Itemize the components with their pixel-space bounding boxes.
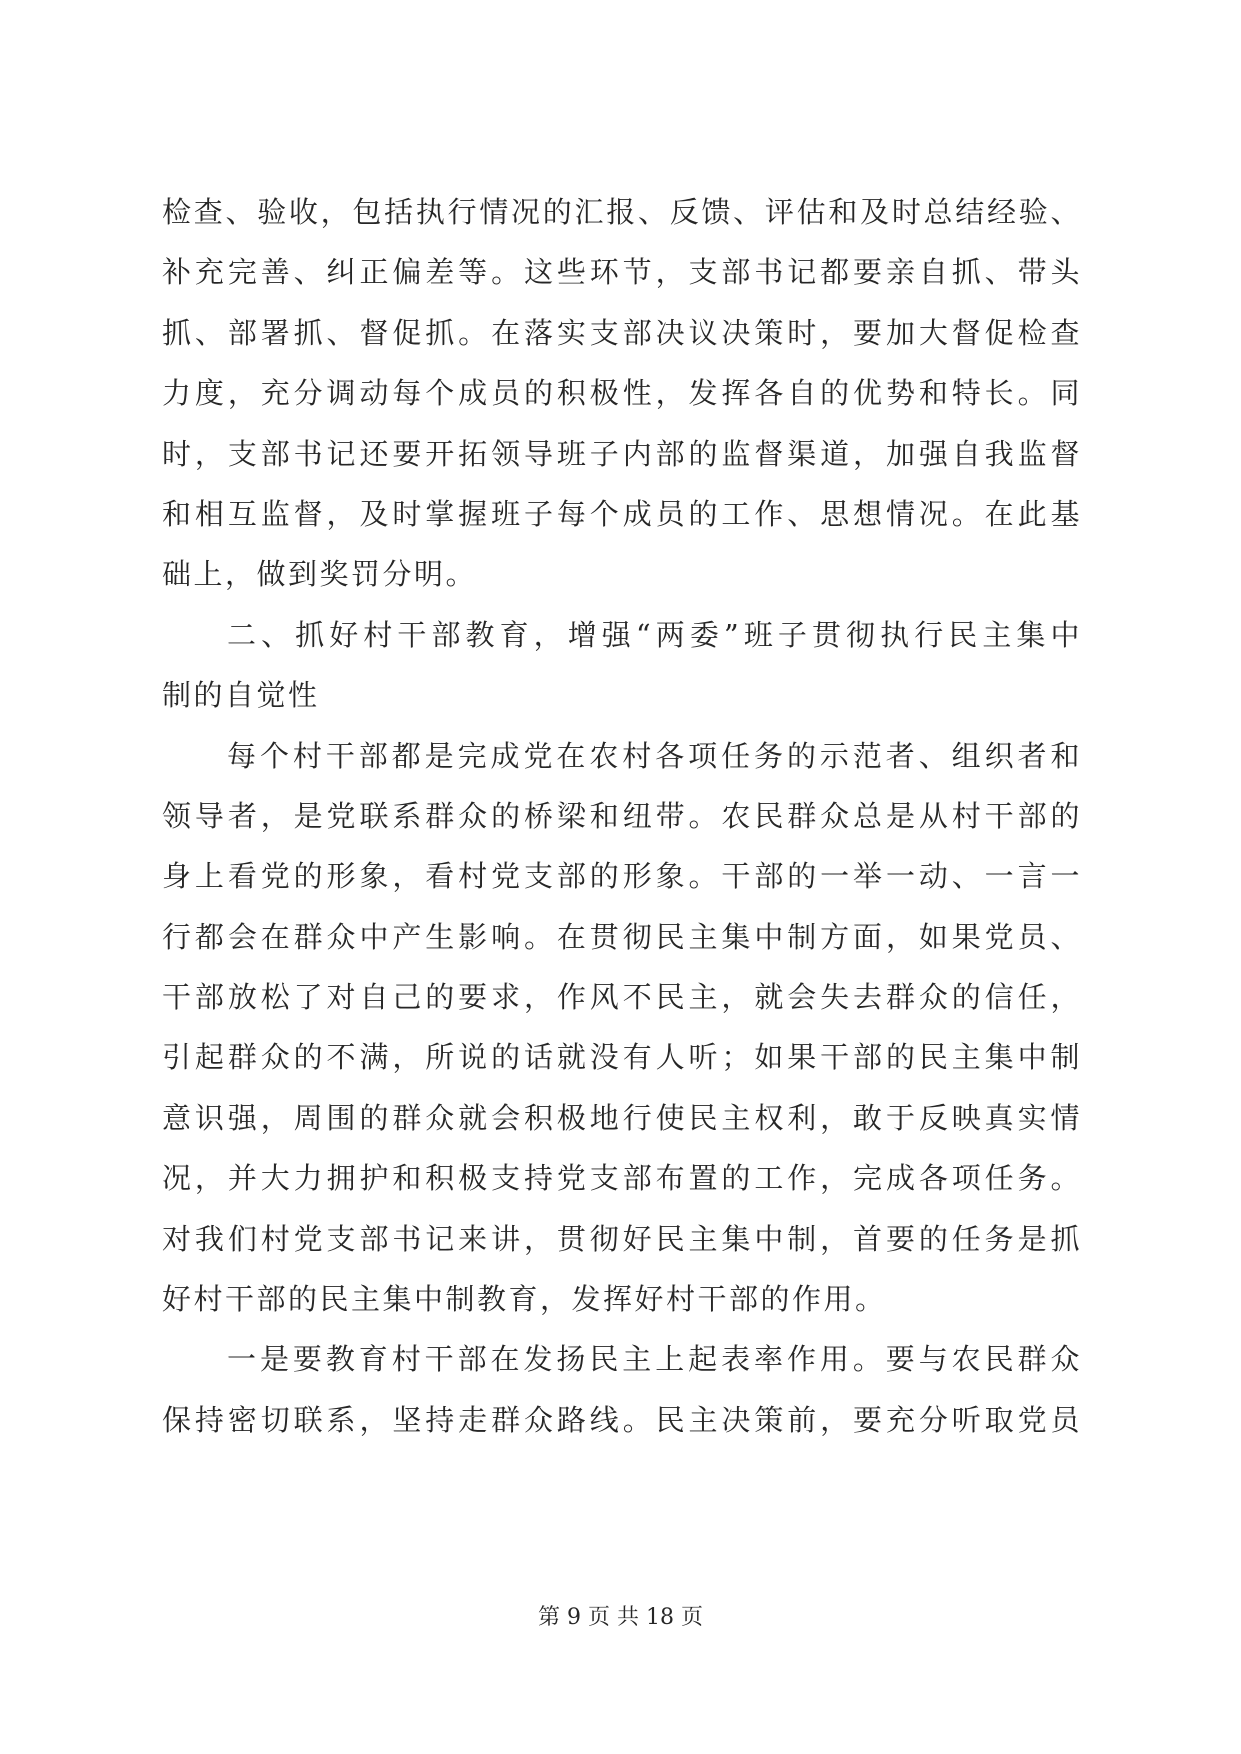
text-line: 时，支部书记还要开拓领导班子内部的监督渠道，加强自我监督 (162, 436, 1082, 471)
text-line: 每个村干部都是完成党在农村各项任务的示范者、组织者和 (227, 738, 1082, 773)
text-line: 行都会在群众中产生影响。在贯彻民主集中制方面，如果党员、 (162, 919, 1082, 954)
text-line: 抓、部署抓、督促抓。在落实支部决议决策时，要加大督促检查 (162, 315, 1082, 350)
text-line: 好村干部的民主集中制教育，发挥好村干部的作用。 (162, 1282, 887, 1317)
text-line: 况，并大力拥护和积极支持党支部布置的工作，完成各项任务。 (162, 1161, 1082, 1196)
text-line: 检查、验收，包括执行情况的汇报、反馈、评估和及时总结经验、 (162, 195, 1082, 229)
text-line: 和相互监督，及时掌握班子每个成员的工作、思想情况。在此基 (162, 496, 1082, 531)
text-line: 干部放松了对自己的要求，作风不民主，就会失去群众的信任， (162, 980, 1082, 1015)
text-line: 保持密切联系，坚持走群众路线。民主决策前，要充分听取党员 (162, 1402, 1082, 1437)
section-heading-line: 制的自觉性 (162, 678, 320, 713)
text-line: 力度，充分调动每个成员的积极性，发挥各自的优势和特长。同 (162, 376, 1082, 411)
text-line: 一是要教育村干部在发扬民主上起表率作用。要与农民群众 (227, 1342, 1082, 1377)
text-line: 意识强，周围的群众就会积极地行使民主权利，敢于反映真实情 (162, 1100, 1082, 1135)
text-line: 身上看党的形象，看村党支部的形象。干部的一举一动、一言一 (162, 859, 1082, 894)
text-line: 引起群众的不满，所说的话就没有人听；如果干部的民主集中制 (162, 1040, 1082, 1075)
text-line: 对我们村党支部书记来讲，贯彻好民主集中制，首要的任务是抓 (162, 1221, 1082, 1256)
body-text (162, 182, 1082, 1450)
section-heading-line: 二、抓好村干部教育，增强“两委”班子贯彻执行民主集中 (227, 617, 1082, 652)
text-line: 础上，做到奖罚分明。 (162, 557, 478, 592)
text-line: 领导者，是党联系群众的桥梁和纽带。农民群众总是从村干部的 (162, 798, 1082, 833)
text-line: 补充完善、纠正偏差等。这些环节，支部书记都要亲自抓、带头 (162, 255, 1082, 290)
page-number-footer: 第 9 页 共 18 页 (538, 1605, 703, 1630)
